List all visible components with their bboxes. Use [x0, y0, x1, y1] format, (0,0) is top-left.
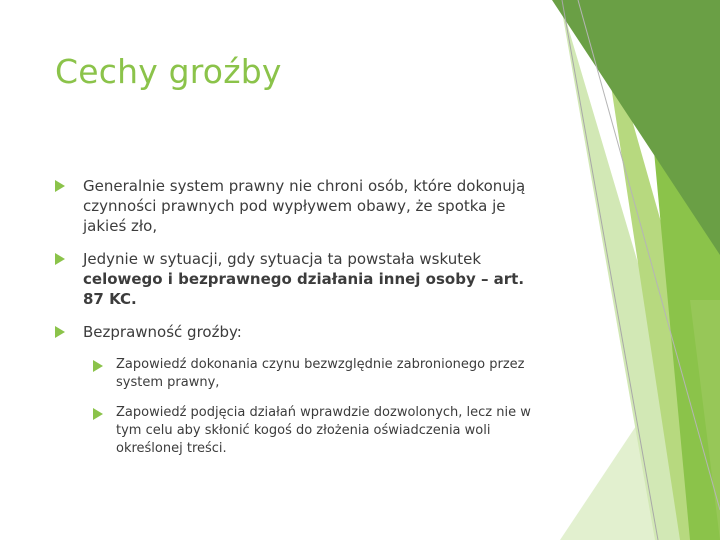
bullet-arrow-icon [55, 253, 65, 265]
sub-bullet-text-1: Zapowiedź dokonania czynu bezwzględnie zabronionego przez system prawny, [116, 357, 525, 390]
sub-bullet-arrow-icon [93, 360, 103, 372]
bullet-text-3: Bezprawność groźby: [83, 323, 242, 341]
page-title: Cechy groźby [55, 52, 282, 91]
bullet-arrow-icon [55, 180, 65, 192]
bullet-text-2 [83, 249, 543, 309]
bullet-text-2-bold: celowego i bezprawnego działania innej osoby – art. 87 KC. [83, 270, 525, 308]
bullet-arrow-icon [55, 326, 65, 338]
bullet-text-1: Generalnie system prawny nie chroni osób, które dokonują czynności prawnych pod wypływem obawy, że spotka je jakieś zło, [83, 177, 526, 235]
sub-bullet-arrow-icon [93, 408, 103, 420]
sub-bullet-text-2: Zapowiedź podjęcia działań wprawdzie dozwolonych, lecz nie w tym celu aby skłonić kogoś do złożenia oświadczenia woli określonej treści. [116, 405, 531, 456]
bullet-text-2-plain: Jedynie w sytuacji, gdy sytuacja ta powstała wskutek [83, 250, 482, 268]
